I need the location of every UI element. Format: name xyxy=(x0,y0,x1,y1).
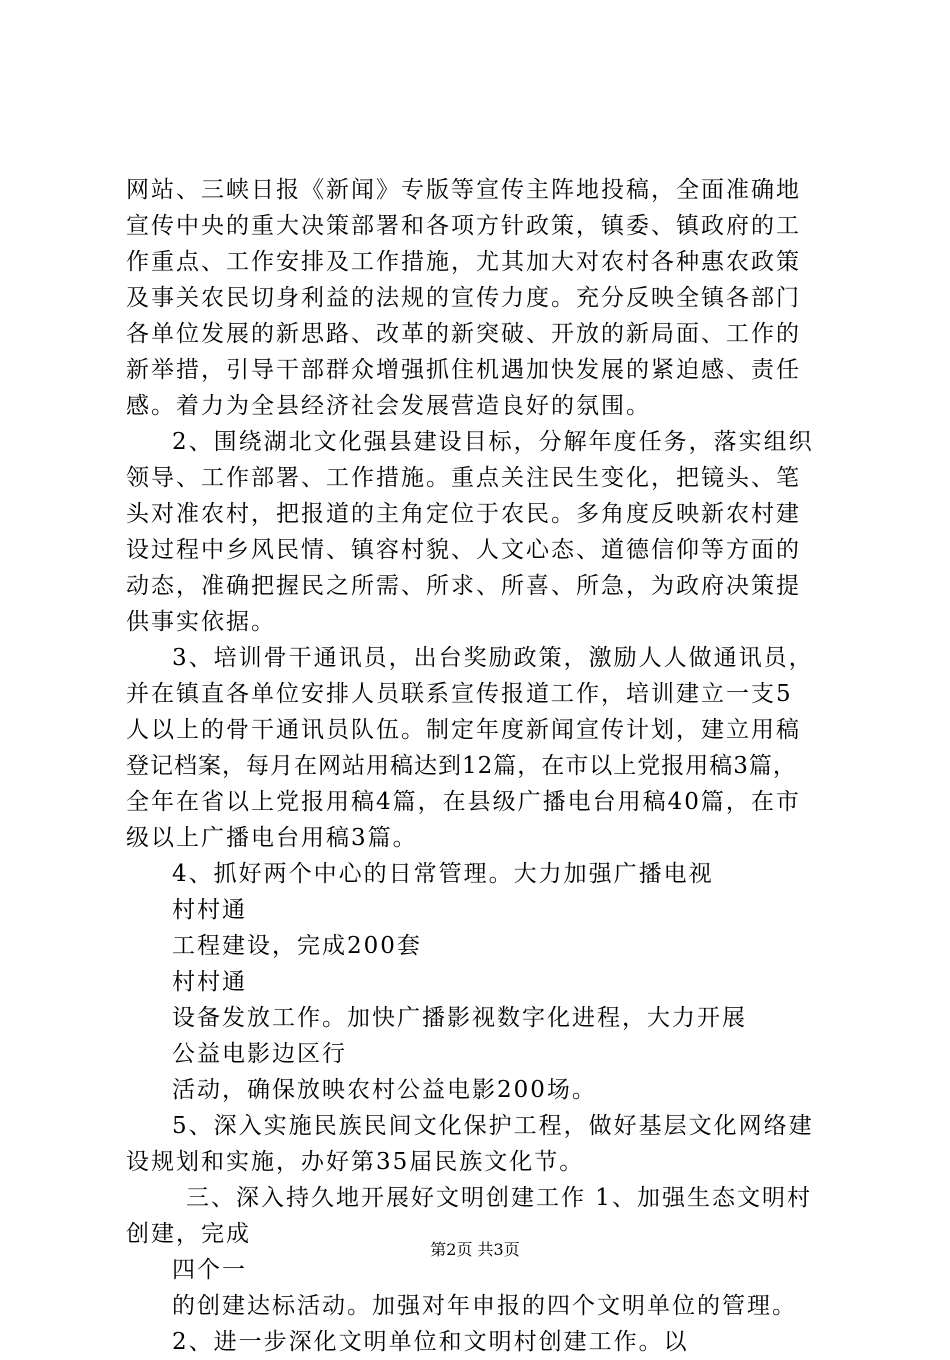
text-line: 村村通 xyxy=(172,897,247,923)
text-line: 公益电影边区行 xyxy=(172,1041,347,1067)
text-line: 网站、三峡日报《新闻》专版等宣传主阵地投稿，全面准确地 xyxy=(126,177,801,203)
text-line: 人以上的骨干通讯员队伍。制定年度新闻宣传计划，建立用稿 xyxy=(126,717,801,743)
text-line: 及事关农民切身利益的法规的宣传力度。充分反映全镇各部门 xyxy=(126,285,801,311)
page-number: 第2页 共3页 xyxy=(430,1240,520,1259)
text-line: 登记档案，每月在网站用稿达到12篇，在市以上党报用稿3篇， xyxy=(126,753,797,779)
document-body xyxy=(126,172,836,1360)
text-line: 领导、工作部署、工作措施。重点关注民生变化，把镜头、笔 xyxy=(126,465,801,491)
text-line: 2、围绕湖北文化强县建设目标，分解年度任务，落实组织 xyxy=(172,429,814,455)
text-line: 设规划和实施，办好第35届民族文化节。 xyxy=(126,1149,585,1175)
text-line: 级以上广播电台用稿3篇。 xyxy=(126,825,418,851)
text-line: 村村通 xyxy=(172,969,247,995)
text-line: 5、深入实施民族民间文化保护工程，做好基层文化网络建 xyxy=(172,1113,814,1139)
text-line: 创建，完成 xyxy=(126,1221,251,1247)
text-line: 设过程中乡风民情、镇容村貌、人文心态、道德信仰等方面的 xyxy=(126,537,801,563)
text-line: 并在镇直各单位安排人员联系宣传报道工作，培训建立一支5 xyxy=(126,681,793,707)
text-line: 宣传中央的重大决策部署和各项方针政策，镇委、镇政府的工 xyxy=(126,213,801,239)
text-line: 各单位发展的新思路、改革的新突破、开放的新局面、工作的 xyxy=(126,321,801,347)
text-line: 2、进一步深化文明单位和文明村创建工作。以 xyxy=(172,1329,689,1355)
text-line: 头对准农村，把报道的主角定位于农民。多角度反映新农村建 xyxy=(126,501,801,527)
text-line: 设备发放工作。加快广播影视数字化进程，大力开展 xyxy=(172,1005,747,1031)
text-line: 感。着力为全县经济社会发展营造良好的氛围。 xyxy=(126,393,651,419)
text-line: 三、深入持久地开展好文明创建工作 1、加强生态文明村 xyxy=(186,1185,812,1211)
text-line: 工程建设，完成200套 xyxy=(172,933,422,959)
text-line: 活动，确保放映农村公益电影200场。 xyxy=(172,1077,597,1103)
page-footer xyxy=(0,1240,950,1260)
text-line: 新举措，引导干部群众增强抓住机遇加快发展的紧迫感、责任 xyxy=(126,357,801,383)
text-line: 作重点、工作安排及工作措施，尤其加大对农村各种惠农政策 xyxy=(126,249,801,275)
text-line: 的创建达标活动。加强对年申报的四个文明单位的管理。 xyxy=(172,1293,797,1319)
text-line: 4、抓好两个中心的日常管理。大力加强广播电视 xyxy=(172,861,714,887)
text-line: 动态，准确把握民之所需、所求、所喜、所急，为政府决策提 xyxy=(126,573,801,599)
text-line: 供事实依据。 xyxy=(126,609,276,635)
text-line: 3、培训骨干通讯员，出台奖励政策，激励人人做通讯员， xyxy=(172,645,814,671)
text-line: 四个一 xyxy=(172,1257,247,1283)
text-line: 全年在省以上党报用稿4篇，在县级广播电台用稿40篇，在市 xyxy=(126,789,801,815)
